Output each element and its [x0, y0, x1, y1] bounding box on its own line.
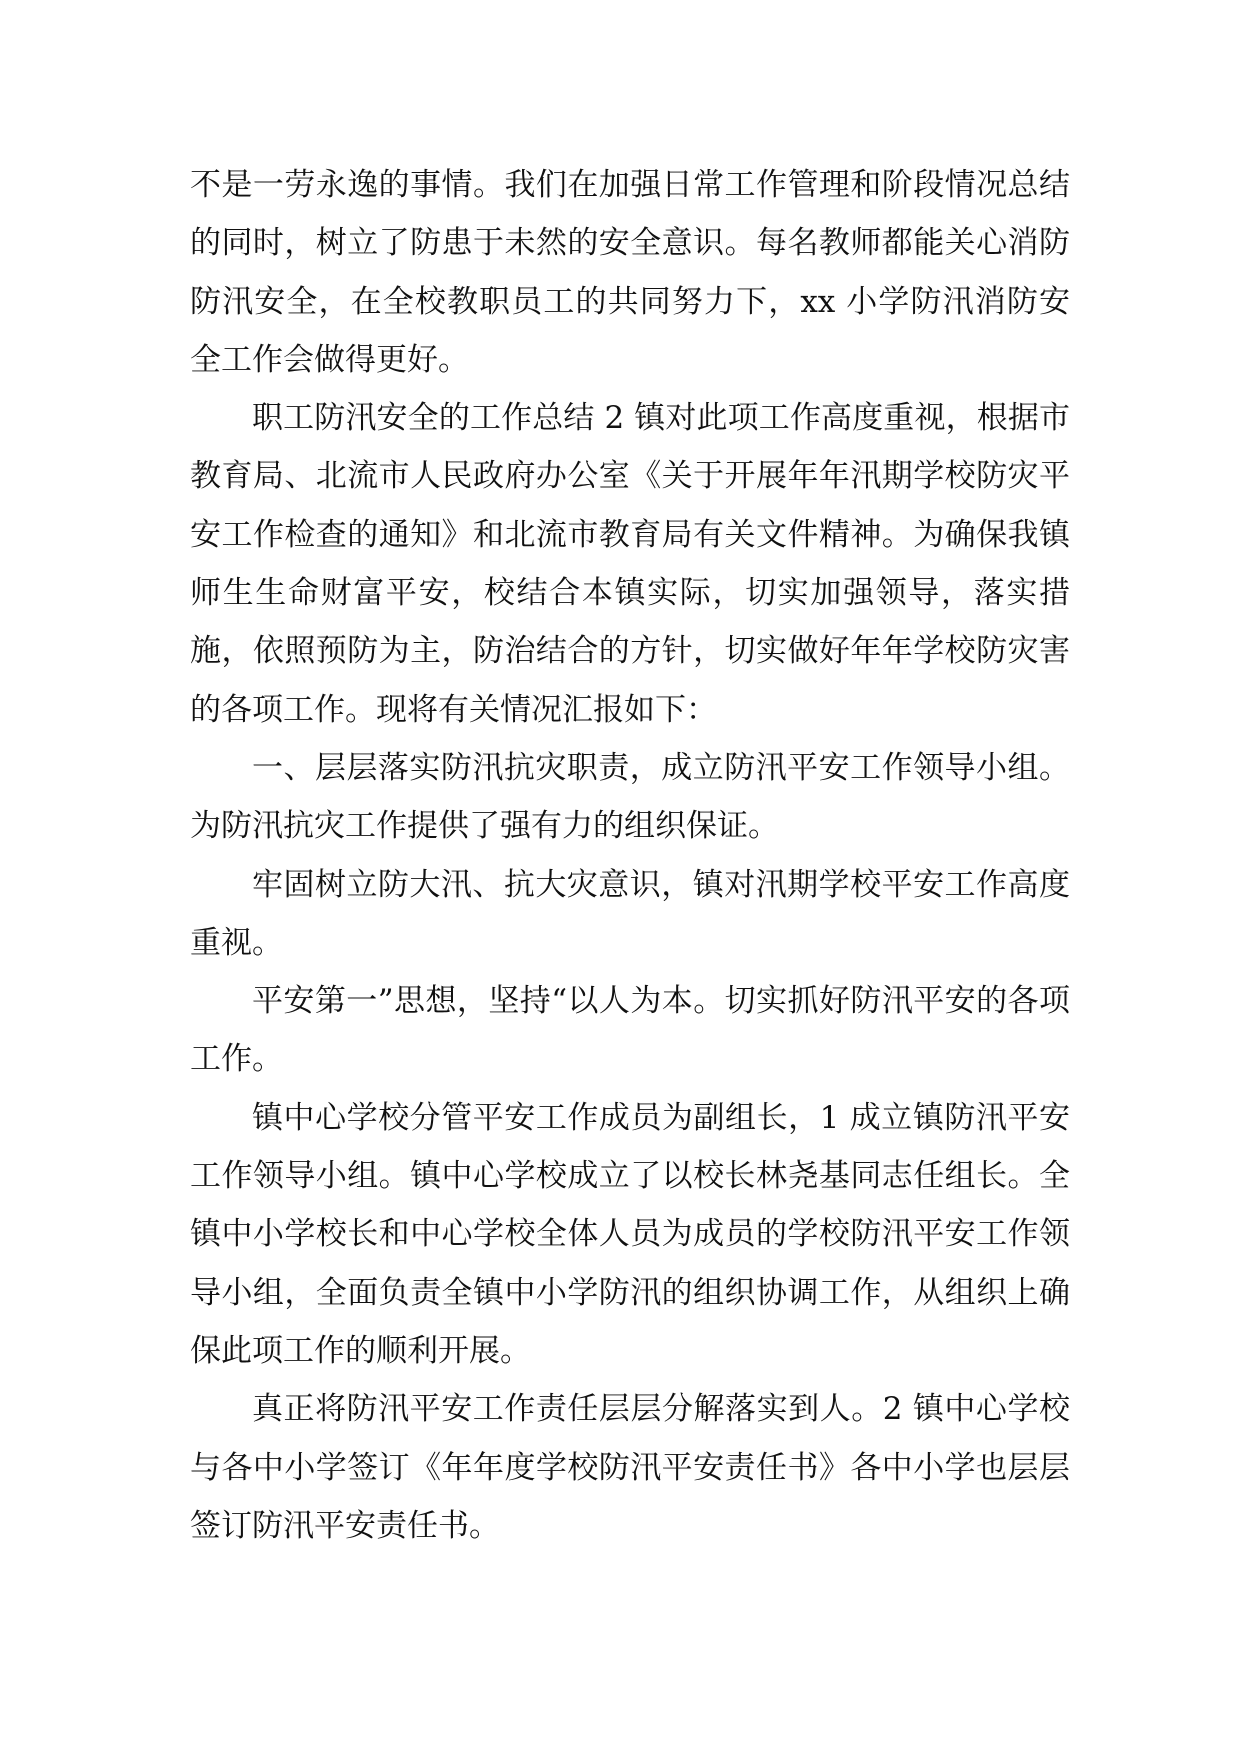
paragraph-1: 不是一劳永逸的事情。我们在加强日常工作管理和阶段情况总结的同时，树立了防患于未然的安全意识。每名教师都能关心消防防汛安全，在全校教职员工的共同努力下，xx 小学防汛消防安全工作会做得更好。	[190, 167, 1070, 378]
paragraph-4: 牢固树立防大汛、抗大灾意识，镇对汛期学校平安工作高度重视。	[190, 866, 1070, 961]
document-body	[190, 156, 1070, 1555]
paragraph-6: 镇中心学校分管平安工作成员为副组长，1 成立镇防汛平安工作领导小组。镇中心学校成立了以校长林尧基同志任组长。全镇中小学校长和中心学校全体人员为成员的学校防汛平安工作领导小组，全面负责全镇中小学防汛的组织协调工作，从组织上确保此项工作的顺利开展。	[190, 1099, 1070, 1369]
paragraph-5: 平安第一”思想，坚持“以人为本。切实抓好防汛平安的各项工作。	[190, 983, 1070, 1078]
paragraph-2: 职工防汛安全的工作总结 2 镇对此项工作高度重视，根据市教育局、北流市人民政府办公室《关于开展年年汛期学校防灾平安工作检查的通知》和北流市教育局有关文件精神。为确保我镇师生生命财富平安，校结合本镇实际，切实加强领导，落实措施，依照预防为主，防治结合的方针，切实做好年年学校防灾害的各项工作。现将有关情况汇报如下：	[190, 400, 1070, 728]
paragraph-7: 真正将防汛平安工作责任层层分解落实到人。2 镇中心学校与各中小学签订《年年度学校防汛平安责任书》各中小学也层层签订防汛平安责任书。	[190, 1391, 1070, 1544]
paragraph-3: 一、层层落实防汛抗灾职责，成立防汛平安工作领导小组。为防汛抗灾工作提供了强有力的组织保证。	[190, 749, 1070, 845]
